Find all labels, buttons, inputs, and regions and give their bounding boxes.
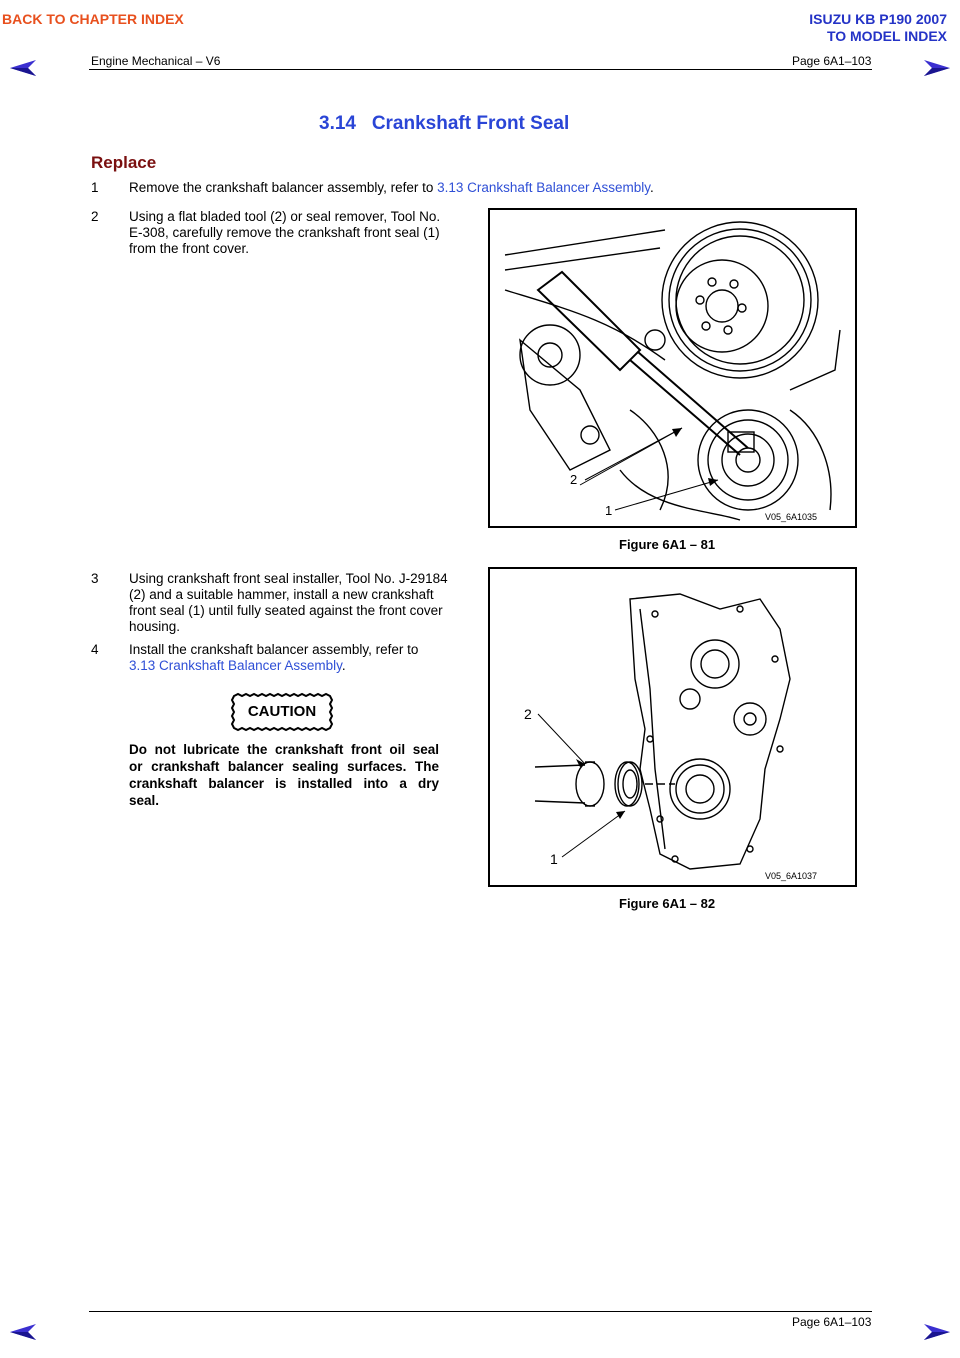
footer-page-number: Page 6A1–103	[792, 1315, 872, 1329]
front-seal-installation-drawing	[490, 569, 855, 885]
step-3	[91, 571, 481, 639]
callout-2: 2	[524, 706, 532, 722]
step-text: Remove the crankshaft balancer assembly, refer to 3.13 Crankshaft Balancer Assembly.	[129, 180, 654, 195]
footer-rule	[89, 1311, 872, 1312]
figure-82-illustration	[488, 567, 857, 887]
prev-page-arrow-icon[interactable]	[10, 1324, 38, 1340]
caution-badge	[230, 692, 334, 732]
header-page-number: Page 6A1–103	[792, 54, 872, 68]
xref-crankshaft-balancer-link[interactable]: 3.13 Crankshaft Balancer Assembly	[129, 658, 342, 673]
next-page-arrow-icon[interactable]	[922, 60, 950, 76]
figure-81-illustration	[488, 208, 857, 528]
caution-label: CAUTION	[247, 703, 317, 720]
figure-code: V05_6A1037	[765, 871, 818, 881]
model-name-line: ISUZU KB P190 2007	[809, 11, 947, 27]
figure-82-caption: Figure 6A1 – 82	[619, 896, 716, 911]
xref-crankshaft-balancer-link[interactable]: 3.13 Crankshaft Balancer Assembly	[437, 180, 650, 195]
back-to-chapter-index-link[interactable]: BACK TO CHAPTER INDEX	[2, 11, 184, 27]
subheading-replace: Replace	[91, 153, 157, 172]
callout-1: 1	[605, 503, 613, 518]
to-model-index-line: TO MODEL INDEX	[826, 28, 947, 44]
step-text: Install the crankshaft balancer assembly, refer to 3.13 Crankshaft Balancer Assembly.	[129, 642, 419, 673]
step-4	[91, 642, 481, 676]
step-2	[91, 209, 481, 261]
step-1	[91, 180, 891, 196]
step-number: 1	[91, 180, 99, 195]
next-page-arrow-icon[interactable]	[922, 1324, 950, 1340]
header-rule	[89, 69, 872, 70]
callout-1: 1	[550, 851, 558, 867]
header-section-title: Engine Mechanical – V6	[91, 54, 221, 68]
callout-2: 2	[570, 472, 578, 487]
step-number: 2	[91, 209, 99, 224]
figure-code: V05_6A1035	[765, 512, 818, 522]
step-number: 4	[91, 642, 99, 657]
caution-text: Do not lubricate the crankshaft front oil seal or crankshaft balancer sealing surfaces. The crankshaft balancer is installed into a dry seal.	[129, 742, 439, 808]
step-number: 3	[91, 571, 99, 586]
prev-page-arrow-icon[interactable]	[10, 60, 38, 76]
figure-81-caption: Figure 6A1 – 81	[619, 537, 716, 552]
model-index-link[interactable]	[809, 11, 947, 45]
step-text: Using a flat bladed tool (2) or seal remover, Tool No. E-308, carefully remove the crankshaft front seal (1) from the front cover.	[129, 209, 441, 256]
crankshaft-seal-removal-drawing	[490, 210, 855, 526]
step-text: Using crankshaft front seal installer, Tool No. J-29184 (2) and a suitable hammer, install a new crankshaft front seal (1) until fully seated against the front cover housing.	[129, 571, 448, 634]
section-title: 3.14 Crankshaft Front Seal	[319, 113, 570, 134]
